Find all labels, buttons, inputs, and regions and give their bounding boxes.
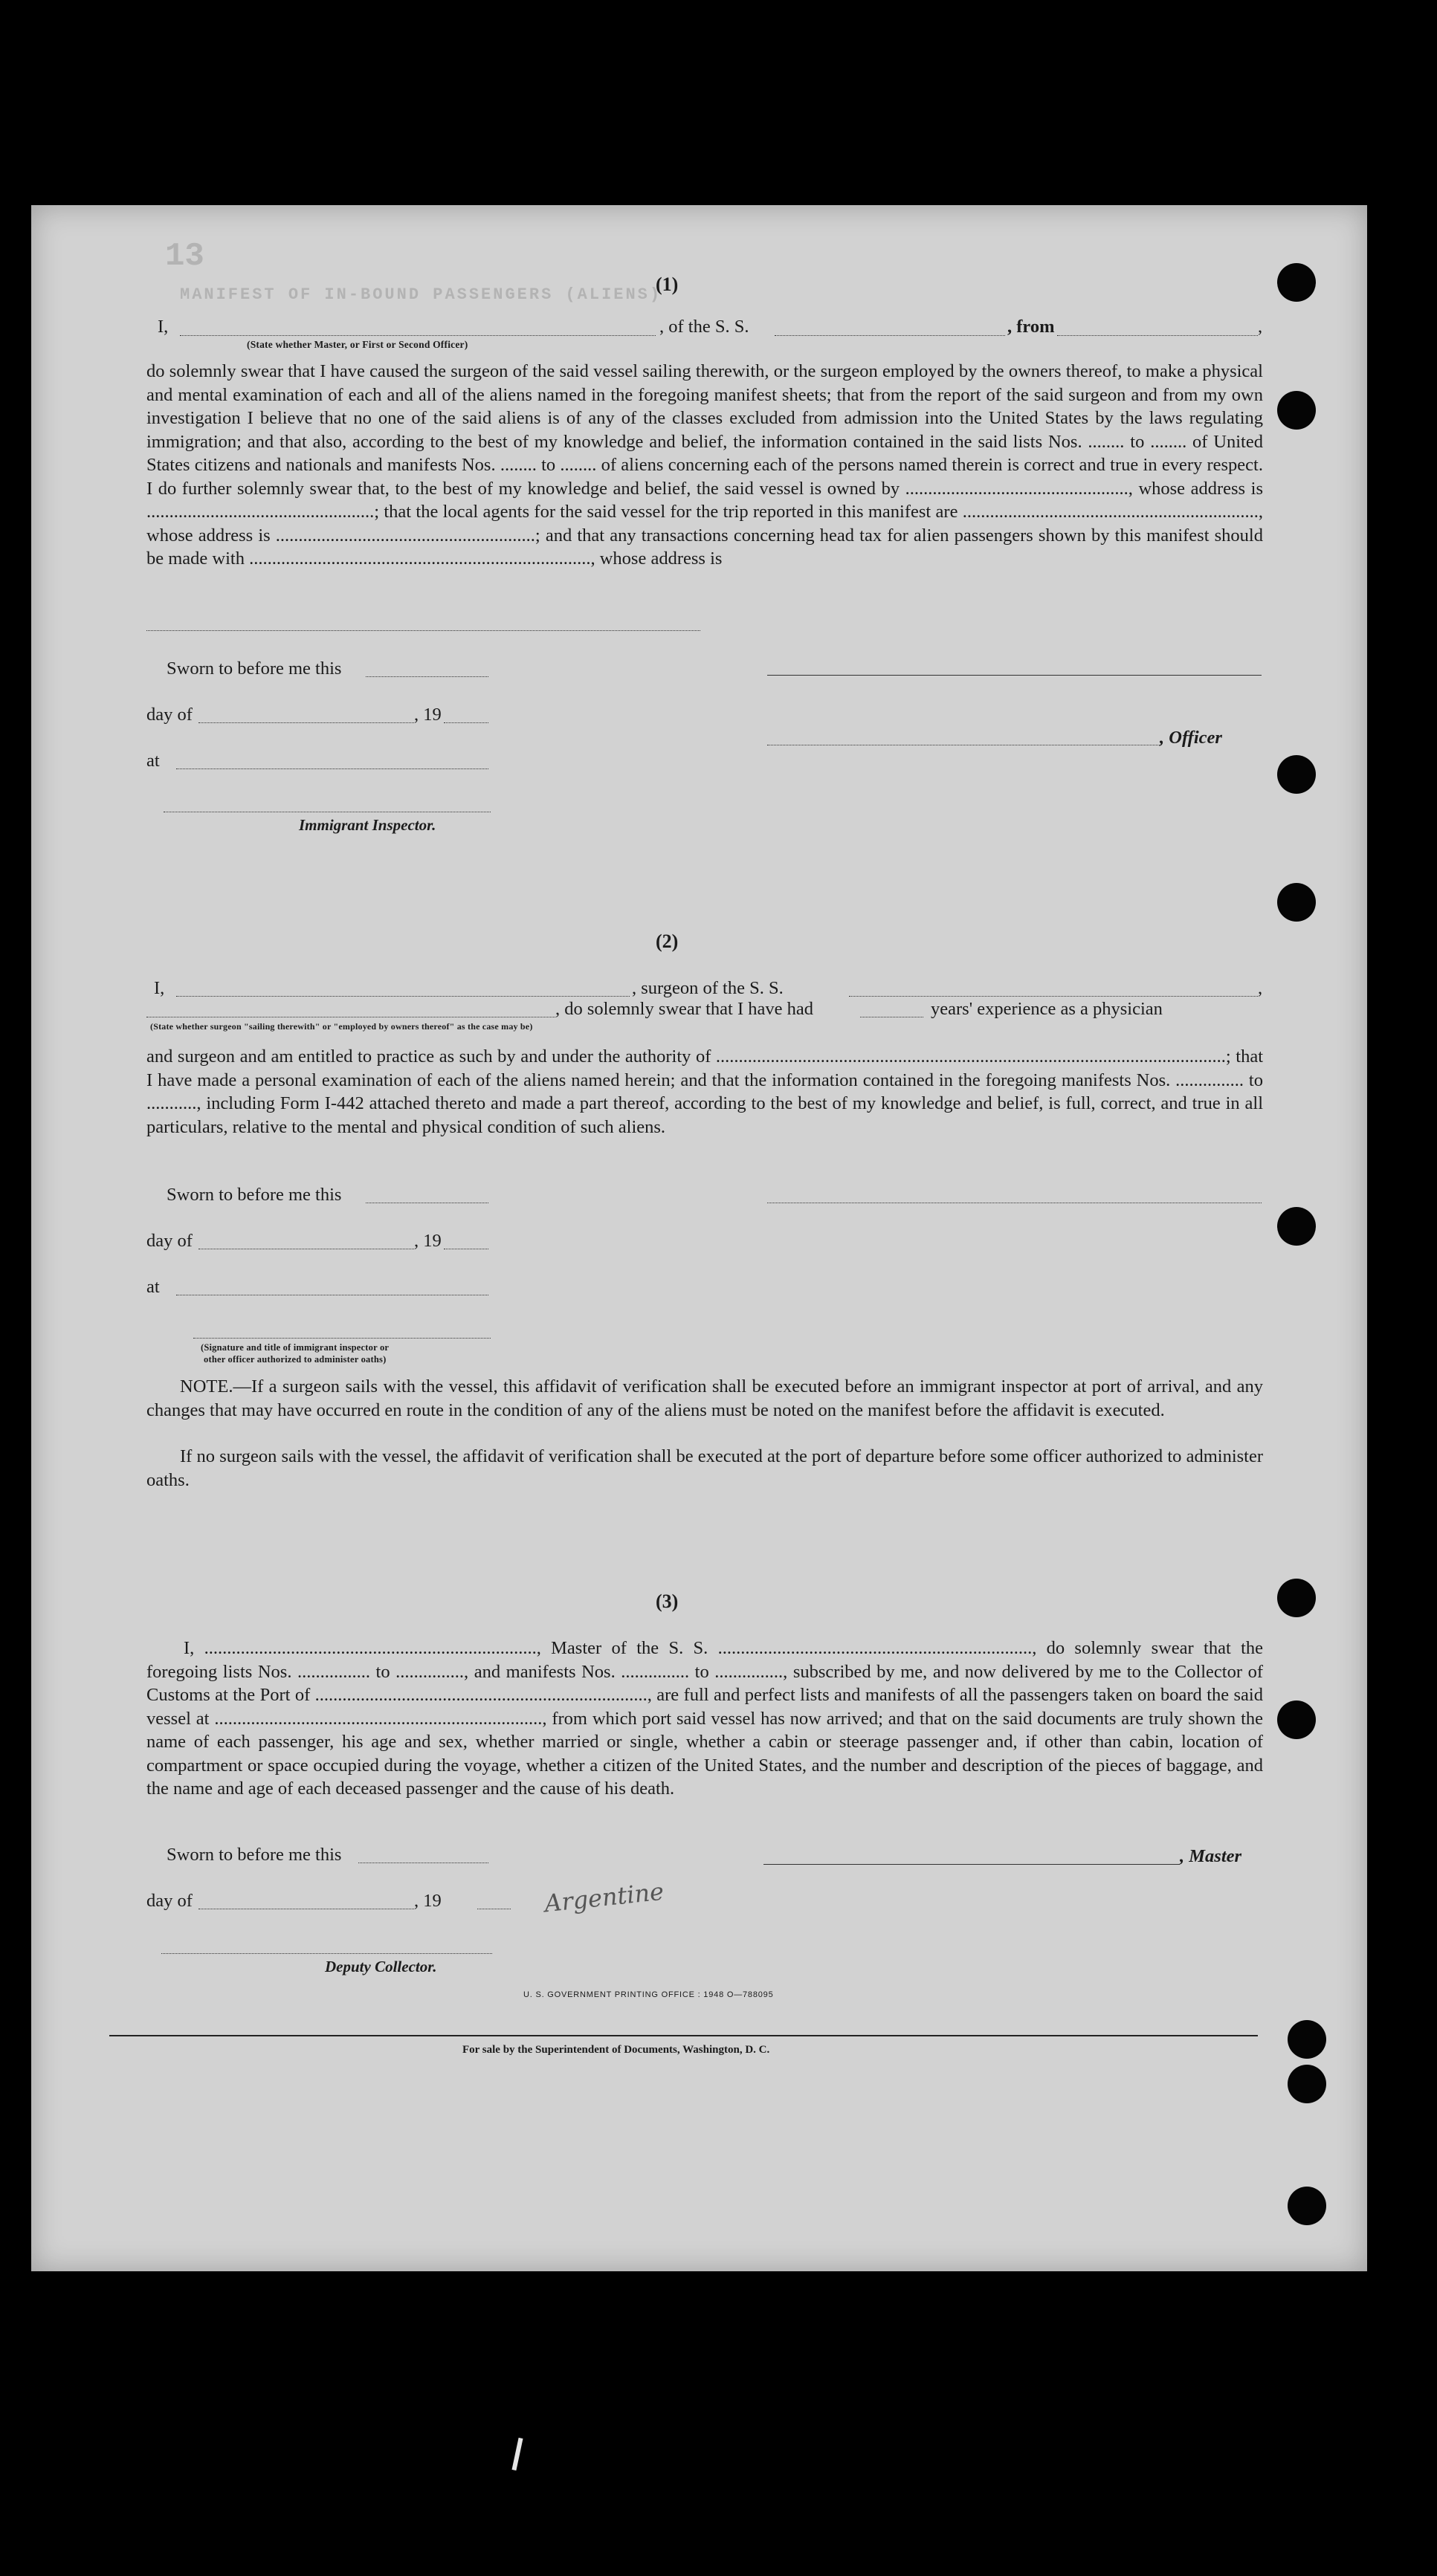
s3-day-of-label: day of [146, 1891, 193, 1911]
page-reference-number: 13 [165, 238, 204, 275]
s3-master-sign-field[interactable] [763, 1864, 1180, 1865]
s2-at-label: at [146, 1277, 160, 1297]
note-paragraph-1 [146, 1375, 1263, 1422]
section-2-number: (2) [656, 931, 679, 952]
s3-oath-body: I, ........................................................................., Master of the S. S. ....................................................................., do solemnly swear that the foregoing lists Nos. ................ to ..............., and manifests Nos. ............... to ..............., subscribed by me, and now delivered by me to the Collector of Customs at the Port of ........................................................................., are full and perfect lists and manifests of all the passengers taken on board the said vessel at ........................................................................, from which port said vessel has now arrived; and that on the said documents are truly shown the name of each passenger, his age and sex, whether married or single, whether a cabin or steerage passenger and, if other than cabin, location of compartment or space occupied during the voyage, whether a citizen of the United States, and the number and description of the pieces of baggage, and the name and age of each deceased passenger and the cause of his death. [146, 1638, 1263, 1799]
s2-year-label: , 19 [414, 1231, 442, 1251]
s2-surgeon-name-field[interactable] [176, 996, 630, 997]
punch-hole [1277, 883, 1316, 922]
s1-officer-label: , Officer [1160, 728, 1222, 748]
punch-hole [1277, 263, 1316, 302]
s1-officer-name-field[interactable] [180, 335, 656, 336]
s2-oath-body: and surgeon and am entitled to practice as such by and under the authority of ................................................................................................................; that I have made a personal examination of each of the aliens named herein; and that the information contained in the foregoing manifests Nos. ............... to ..........., including Form I-442 attached thereto and made a part thereof, according to the best of my knowledge and belief, is full, correct, and true in all particulars, relative to the mental and physical condition of such aliens. [146, 1046, 1263, 1137]
s3-handwritten-port: Argentine [543, 1877, 665, 1918]
s3-sworn-label: Sworn to before me this [167, 1845, 342, 1865]
manifest-page [31, 205, 1367, 2271]
gpo-imprint: U. S. GOVERNMENT PRINTING OFFICE : 1948 O—788095 [523, 1990, 774, 1999]
s2-sworn-label: Sworn to before me this [167, 1185, 342, 1205]
punch-hole [1277, 1207, 1316, 1246]
s3-master-label: , Master [1180, 1846, 1242, 1866]
s1-at-label: at [146, 751, 160, 771]
s2-surgeon-caption: (State whether surgeon "sailing therewith" or "employed by owners thereof" as the case may be) [150, 1021, 533, 1032]
s1-address-field[interactable] [146, 630, 700, 631]
for-sale-notice: For sale by the Superintendent of Documents, Washington, D. C. [462, 2044, 770, 2056]
punch-hole [1288, 2187, 1326, 2225]
s3-deputy-label: Deputy Collector. [325, 1958, 437, 1975]
s2-day-of-label: day of [146, 1231, 193, 1251]
s1-signature-line[interactable] [767, 675, 1262, 676]
punch-hole [1277, 391, 1316, 430]
s2-i-label: I, [154, 978, 165, 998]
s1-sworn-field[interactable] [366, 676, 488, 677]
punch-hole [1277, 1579, 1316, 1617]
punch-hole [1288, 2020, 1326, 2059]
s1-from-label: , from [1007, 317, 1055, 337]
s1-vessel-field[interactable] [775, 335, 1005, 336]
s2-years-label: years' experience as a physician [931, 999, 1163, 1019]
section-1-number: (1) [656, 274, 679, 295]
punch-hole [1277, 1700, 1316, 1739]
s1-inspector-label: Immigrant Inspector. [299, 816, 436, 834]
s1-from-port-field[interactable] [1057, 335, 1258, 336]
note-label: NOTE. [180, 1376, 233, 1397]
s1-end-comma: , [1258, 317, 1263, 337]
s2-vessel-field[interactable] [849, 996, 1258, 997]
s2-inspector-sign-field[interactable] [193, 1338, 491, 1339]
section-3-number: (3) [656, 1590, 679, 1612]
stray-mark [511, 2438, 523, 2470]
punch-hole [1288, 2065, 1326, 2103]
s2-surgeon-of-label: , surgeon of the S. S. [632, 978, 784, 998]
s2-swear-label: , do solemnly swear that I have had [555, 999, 813, 1019]
s1-oath-body: do solemnly swear that I have caused the surgeon of the said vessel sailing therewith, or the surgeon employed by the owners thereof, to make a physical and mental examination of each and all of the aliens named in the foregoing manifest sheets; that from the report of the said surgeon and from my own investigation I believe that no one of the said aliens is of any of the classes excluded from admission into the United States by the laws regulating immigration; and that also, according to the best of my knowledge and belief, the information contained in the said lists Nos. ........ to ........ of United States citizens and nationals and manifests Nos. ........ to ........ of aliens concerning each of the persons named therein is correct and true in every respect. I do further solemnly swear that, to the best of my knowledge and belief, the said vessel is owned by ................................................., whose address is ..................................................; that the local agents for the said vessel for the trip reported in this manifest are ................................................................., whose address is .........................................................; and that any transactions concerning head tax for alien passengers shown by this manifest should be made with ..........................................................................., whose address is [146, 361, 1263, 569]
s1-sworn-label: Sworn to before me this [167, 658, 342, 679]
note-text: —If a surgeon sails with the vessel, this affidavit of verification shall be executed before an immigrant inspector at port of arrival, and any changes that may have occurred en route in the condition of any of the aliens must be noted on the manifest before the affidavit is executed. [146, 1376, 1263, 1420]
s2-end-comma: , [1258, 978, 1263, 998]
punch-hole [1277, 755, 1316, 794]
s1-i-label: I, [158, 317, 169, 337]
s3-collector-sign-field[interactable] [161, 1953, 492, 1954]
s1-of-ss-label: , of the S. S. [659, 317, 749, 337]
s1-year-field[interactable] [444, 722, 488, 723]
faded-header: MANIFEST OF IN-BOUND PASSENGERS (ALIENS) [180, 285, 662, 304]
s2-sig-caption-1: (Signature and title of immigrant inspector or [201, 1342, 390, 1353]
footer-rule [109, 2035, 1258, 2036]
s1-day-of-label: day of [146, 705, 193, 725]
s1-day-field[interactable] [198, 722, 414, 723]
s1-year-label: , 19 [414, 705, 442, 725]
s1-officer-caption: (State whether Master, or First or Second Officer) [247, 339, 468, 350]
note-paragraph-2: If no surgeon sails with the vessel, the affidavit of verification shall be executed at the port of departure before some officer authorized to administer oaths. [146, 1446, 1263, 1490]
s2-sig-caption-2: other officer authorized to administer oaths) [204, 1354, 387, 1365]
s1-at-field[interactable] [176, 768, 488, 769]
s3-year-label: , 19 [414, 1891, 442, 1911]
